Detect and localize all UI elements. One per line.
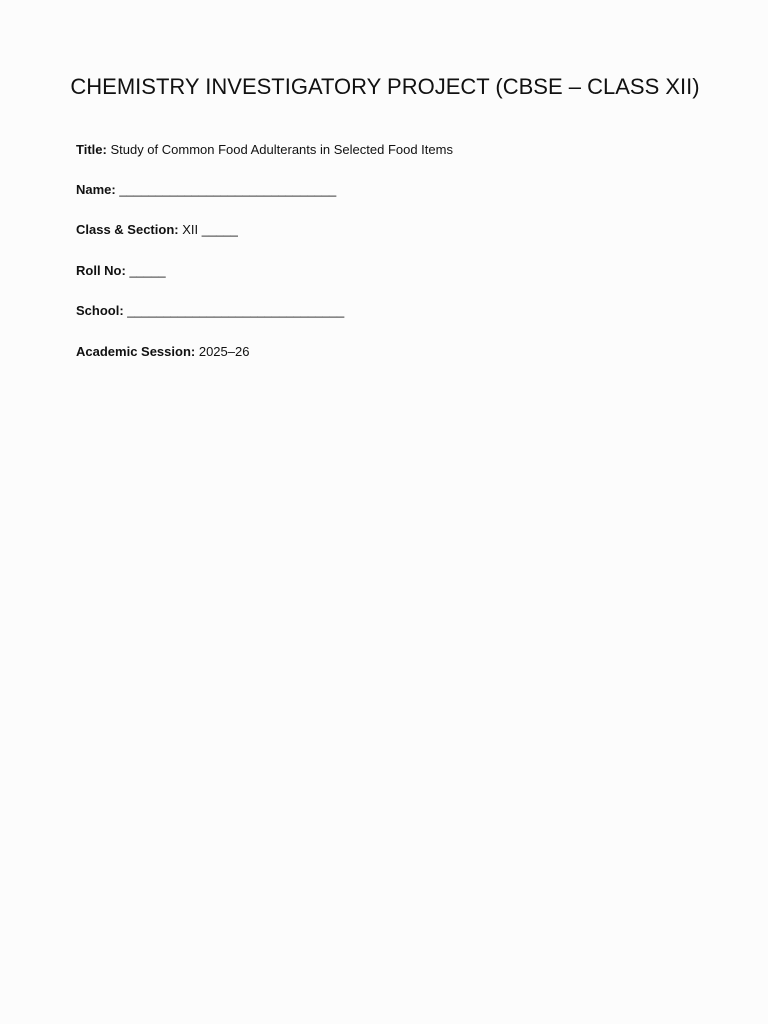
field-class-section-value: XII _____: [182, 222, 238, 237]
field-academic-session-value: 2025–26: [198, 344, 250, 359]
field-roll-no-label: Roll No:: [76, 263, 126, 278]
field-school-value: ______________________________: [127, 303, 345, 318]
field-name: [76, 182, 336, 198]
field-school: [76, 303, 344, 319]
field-title-value: Study of Common Food Adulterants in Selected Food Items: [110, 142, 453, 157]
field-title-label: Title:: [76, 142, 107, 157]
field-title: [76, 142, 453, 158]
field-roll-no: [76, 263, 166, 279]
field-roll-no-value: _____: [129, 263, 166, 278]
field-name-label: Name:: [76, 182, 116, 197]
field-name-value: ______________________________: [119, 182, 337, 197]
field-academic-session: [76, 344, 249, 360]
field-class-section: [76, 222, 238, 238]
field-class-section-label: Class & Section:: [76, 222, 179, 237]
field-academic-session-label: Academic Session:: [76, 344, 196, 359]
page-title: CHEMISTRY INVESTIGATORY PROJECT (CBSE – CLASS XII): [70, 74, 700, 99]
field-school-label: School:: [76, 303, 124, 318]
